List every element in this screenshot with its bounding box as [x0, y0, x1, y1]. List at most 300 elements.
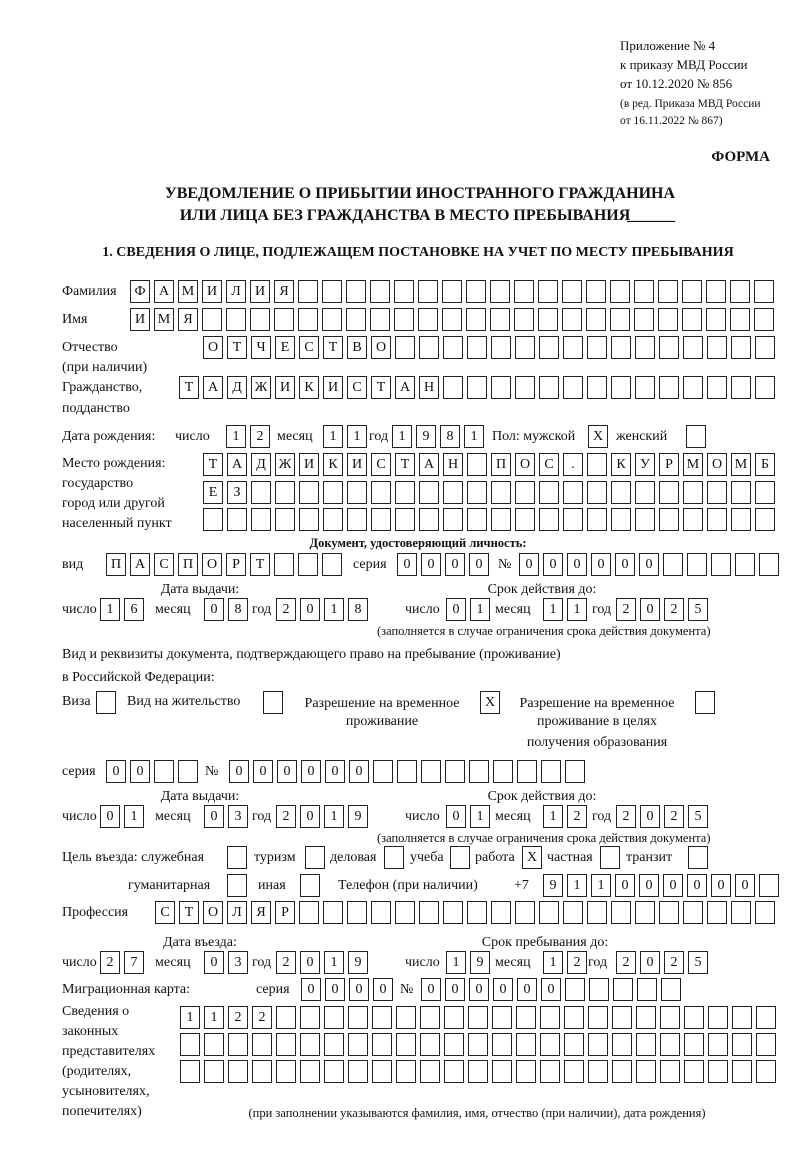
- reps-row3-char-box[interactable]: [228, 1060, 248, 1083]
- migration-number-char-box[interactable]: 0: [469, 978, 489, 1001]
- profession-char-box[interactable]: С: [155, 901, 175, 924]
- doc-number-char-box[interactable]: [759, 553, 779, 576]
- residence-checkbox[interactable]: [263, 691, 283, 714]
- surname-char-box[interactable]: [514, 280, 534, 303]
- reps-row2-char-box[interactable]: [756, 1033, 776, 1056]
- phone-char-box[interactable]: 0: [711, 874, 731, 897]
- doc-type-char-box[interactable]: Т: [250, 553, 270, 576]
- reps-row1-char-box[interactable]: [348, 1006, 368, 1029]
- name-char-box[interactable]: [298, 308, 318, 331]
- stay-day-char-box[interactable]: 1: [446, 951, 466, 974]
- permit-number-char-box[interactable]: 0: [301, 760, 321, 783]
- birthplace-row1-char-box[interactable]: [467, 453, 487, 476]
- profession-char-box[interactable]: [515, 901, 535, 924]
- reps-row2-char-box[interactable]: [348, 1033, 368, 1056]
- purpose-study-checkbox[interactable]: [450, 846, 470, 869]
- reps-row3-char-box[interactable]: [276, 1060, 296, 1083]
- birthplace-row1-char-box[interactable]: М: [683, 453, 703, 476]
- doc-valid-month-char-box[interactable]: 1: [543, 598, 563, 621]
- migration-series-char-box[interactable]: 0: [301, 978, 321, 1001]
- birthplace-row1-char-box[interactable]: У: [635, 453, 655, 476]
- patronymic-char-box[interactable]: [683, 336, 703, 359]
- permit-issue-month-char-box[interactable]: 0: [204, 805, 224, 828]
- reps-row2-char-box[interactable]: [276, 1033, 296, 1056]
- profession-char-box[interactable]: Т: [179, 901, 199, 924]
- profession-char-box[interactable]: [467, 901, 487, 924]
- reps-row2-char-box[interactable]: [636, 1033, 656, 1056]
- citizenship-char-box[interactable]: К: [299, 376, 319, 399]
- reps-row2-char-box[interactable]: [204, 1033, 224, 1056]
- birthplace-row2-char-box[interactable]: [467, 481, 487, 504]
- reps-row3-char-box[interactable]: [756, 1060, 776, 1083]
- doc-number-char-box[interactable]: 0: [639, 553, 659, 576]
- profession-char-box[interactable]: [539, 901, 559, 924]
- doc-valid-month-char-box[interactable]: 1: [567, 598, 587, 621]
- citizenship-char-box[interactable]: Т: [179, 376, 199, 399]
- birthplace-row1-char-box[interactable]: Р: [659, 453, 679, 476]
- permit-issue-year-char-box[interactable]: 2: [276, 805, 296, 828]
- permit-valid-year-char-box[interactable]: 5: [688, 805, 708, 828]
- migration-number-char-box[interactable]: [613, 978, 633, 1001]
- profession-char-box[interactable]: [491, 901, 511, 924]
- reps-row1-char-box[interactable]: [468, 1006, 488, 1029]
- name-char-box[interactable]: [322, 308, 342, 331]
- birthplace-row3-char-box[interactable]: [467, 508, 487, 531]
- citizenship-char-box[interactable]: [563, 376, 583, 399]
- phone-char-box[interactable]: 0: [639, 874, 659, 897]
- birthplace-row1-char-box[interactable]: Ж: [275, 453, 295, 476]
- surname-char-box[interactable]: [706, 280, 726, 303]
- name-char-box[interactable]: [346, 308, 366, 331]
- doc-type-char-box[interactable]: А: [130, 553, 150, 576]
- reps-row3-char-box[interactable]: [708, 1060, 728, 1083]
- birthplace-row3-char-box[interactable]: [731, 508, 751, 531]
- birthplace-row2-char-box[interactable]: [443, 481, 463, 504]
- stay-year-char-box[interactable]: 2: [664, 951, 684, 974]
- migration-series-char-box[interactable]: 0: [349, 978, 369, 1001]
- doc-issue-day-char-box[interactable]: 6: [124, 598, 144, 621]
- doc-type-char-box[interactable]: П: [106, 553, 126, 576]
- reps-row2-char-box[interactable]: [324, 1033, 344, 1056]
- permit-series-char-box[interactable]: [178, 760, 198, 783]
- stay-month-char-box[interactable]: 2: [567, 951, 587, 974]
- patronymic-char-box[interactable]: [467, 336, 487, 359]
- citizenship-char-box[interactable]: И: [275, 376, 295, 399]
- profession-char-box[interactable]: [395, 901, 415, 924]
- entry-day-char-box[interactable]: 7: [124, 951, 144, 974]
- profession-char-box[interactable]: [299, 901, 319, 924]
- name-char-box[interactable]: [442, 308, 462, 331]
- patronymic-char-box[interactable]: О: [371, 336, 391, 359]
- reps-row1-char-box[interactable]: [324, 1006, 344, 1029]
- permit-number-char-box[interactable]: [565, 760, 585, 783]
- patronymic-char-box[interactable]: [635, 336, 655, 359]
- surname-char-box[interactable]: Ф: [130, 280, 150, 303]
- birthplace-row3-char-box[interactable]: [587, 508, 607, 531]
- reps-row2-char-box[interactable]: [420, 1033, 440, 1056]
- birthplace-row1-char-box[interactable]: .: [563, 453, 583, 476]
- patronymic-char-box[interactable]: Т: [227, 336, 247, 359]
- birthplace-row2-char-box[interactable]: Е: [203, 481, 223, 504]
- doc-series-char-box[interactable]: 0: [445, 553, 465, 576]
- reps-row2-char-box[interactable]: [516, 1033, 536, 1056]
- permit-number-char-box[interactable]: [445, 760, 465, 783]
- birthplace-row2-char-box[interactable]: [611, 481, 631, 504]
- reps-row2-char-box[interactable]: [228, 1033, 248, 1056]
- surname-char-box[interactable]: [610, 280, 630, 303]
- citizenship-char-box[interactable]: [539, 376, 559, 399]
- doc-type-char-box[interactable]: П: [178, 553, 198, 576]
- profession-char-box[interactable]: [419, 901, 439, 924]
- reps-row1-char-box[interactable]: [732, 1006, 752, 1029]
- phone-char-box[interactable]: 9: [543, 874, 563, 897]
- reps-row2-char-box[interactable]: [564, 1033, 584, 1056]
- doc-valid-year-char-box[interactable]: 2: [664, 598, 684, 621]
- doc-issue-year-char-box[interactable]: 0: [300, 598, 320, 621]
- birthplace-row3-char-box[interactable]: [515, 508, 535, 531]
- surname-char-box[interactable]: А: [154, 280, 174, 303]
- permit-number-char-box[interactable]: [493, 760, 513, 783]
- entry-year-char-box[interactable]: 0: [300, 951, 320, 974]
- patronymic-char-box[interactable]: [611, 336, 631, 359]
- birthplace-row2-char-box[interactable]: [635, 481, 655, 504]
- reps-row1-char-box[interactable]: [492, 1006, 512, 1029]
- birth-day-char-box[interactable]: 2: [250, 425, 270, 448]
- doc-type-char-box[interactable]: С: [154, 553, 174, 576]
- citizenship-char-box[interactable]: А: [203, 376, 223, 399]
- doc-issue-day-char-box[interactable]: 1: [100, 598, 120, 621]
- birthplace-row1-char-box[interactable]: А: [227, 453, 247, 476]
- birthplace-row3-char-box[interactable]: [491, 508, 511, 531]
- reps-row1-char-box[interactable]: [588, 1006, 608, 1029]
- surname-char-box[interactable]: Л: [226, 280, 246, 303]
- reps-row2-char-box[interactable]: [540, 1033, 560, 1056]
- birthplace-row2-char-box[interactable]: [299, 481, 319, 504]
- birthplace-row1-char-box[interactable]: С: [539, 453, 559, 476]
- name-char-box[interactable]: [706, 308, 726, 331]
- name-char-box[interactable]: Я: [178, 308, 198, 331]
- surname-char-box[interactable]: [322, 280, 342, 303]
- name-char-box[interactable]: [418, 308, 438, 331]
- citizenship-char-box[interactable]: [515, 376, 535, 399]
- birthplace-row1-char-box[interactable]: П: [491, 453, 511, 476]
- reps-row3-char-box[interactable]: [540, 1060, 560, 1083]
- visa-checkbox[interactable]: [96, 691, 116, 714]
- citizenship-char-box[interactable]: [683, 376, 703, 399]
- birthplace-row2-char-box[interactable]: [539, 481, 559, 504]
- name-char-box[interactable]: [250, 308, 270, 331]
- profession-char-box[interactable]: [659, 901, 679, 924]
- surname-char-box[interactable]: [682, 280, 702, 303]
- patronymic-char-box[interactable]: [707, 336, 727, 359]
- purpose-official-checkbox[interactable]: [227, 846, 247, 869]
- doc-issue-month-char-box[interactable]: 8: [228, 598, 248, 621]
- birthplace-row3-char-box[interactable]: [683, 508, 703, 531]
- reps-row3-char-box[interactable]: [468, 1060, 488, 1083]
- permit-issue-day-char-box[interactable]: 0: [100, 805, 120, 828]
- citizenship-char-box[interactable]: [443, 376, 463, 399]
- reps-row1-char-box[interactable]: [756, 1006, 776, 1029]
- permit-issue-year-char-box[interactable]: 1: [324, 805, 344, 828]
- citizenship-char-box[interactable]: Н: [419, 376, 439, 399]
- doc-issue-year-char-box[interactable]: 2: [276, 598, 296, 621]
- name-char-box[interactable]: [274, 308, 294, 331]
- surname-char-box[interactable]: [730, 280, 750, 303]
- birthplace-row2-char-box[interactable]: [395, 481, 415, 504]
- birthplace-row3-char-box[interactable]: [659, 508, 679, 531]
- doc-number-char-box[interactable]: 0: [519, 553, 539, 576]
- reps-row3-char-box[interactable]: [636, 1060, 656, 1083]
- reps-row3-char-box[interactable]: [252, 1060, 272, 1083]
- reps-row2-char-box[interactable]: [180, 1033, 200, 1056]
- permit-number-char-box[interactable]: [469, 760, 489, 783]
- permit-number-char-box[interactable]: 0: [325, 760, 345, 783]
- birth-month-char-box[interactable]: 1: [323, 425, 343, 448]
- entry-year-char-box[interactable]: 2: [276, 951, 296, 974]
- birthplace-row3-char-box[interactable]: [443, 508, 463, 531]
- birthplace-row1-char-box[interactable]: И: [347, 453, 367, 476]
- reps-row1-char-box[interactable]: 1: [180, 1006, 200, 1029]
- patronymic-char-box[interactable]: С: [299, 336, 319, 359]
- name-char-box[interactable]: [394, 308, 414, 331]
- surname-char-box[interactable]: [346, 280, 366, 303]
- purpose-transit-checkbox[interactable]: [688, 846, 708, 869]
- migration-number-char-box[interactable]: [565, 978, 585, 1001]
- name-char-box[interactable]: [370, 308, 390, 331]
- birthplace-row3-char-box[interactable]: [755, 508, 775, 531]
- birthplace-row3-char-box[interactable]: [395, 508, 415, 531]
- stay-day-char-box[interactable]: 9: [470, 951, 490, 974]
- phone-char-box[interactable]: [759, 874, 779, 897]
- reps-row3-char-box[interactable]: [396, 1060, 416, 1083]
- patronymic-char-box[interactable]: [491, 336, 511, 359]
- permit-series-char-box[interactable]: [154, 760, 174, 783]
- permit-valid-month-char-box[interactable]: 2: [567, 805, 587, 828]
- reps-row2-char-box[interactable]: [492, 1033, 512, 1056]
- citizenship-char-box[interactable]: [707, 376, 727, 399]
- profession-char-box[interactable]: [755, 901, 775, 924]
- doc-issue-month-char-box[interactable]: 0: [204, 598, 224, 621]
- birthplace-row1-char-box[interactable]: О: [515, 453, 535, 476]
- patronymic-char-box[interactable]: [419, 336, 439, 359]
- reps-row1-char-box[interactable]: [420, 1006, 440, 1029]
- permit-issue-month-char-box[interactable]: 3: [228, 805, 248, 828]
- surname-char-box[interactable]: [490, 280, 510, 303]
- reps-row2-char-box[interactable]: [444, 1033, 464, 1056]
- doc-valid-day-char-box[interactable]: 0: [446, 598, 466, 621]
- migration-number-char-box[interactable]: [661, 978, 681, 1001]
- birthplace-row1-char-box[interactable]: С: [371, 453, 391, 476]
- reps-row3-char-box[interactable]: [372, 1060, 392, 1083]
- doc-series-char-box[interactable]: 0: [469, 553, 489, 576]
- permit-valid-day-char-box[interactable]: 1: [470, 805, 490, 828]
- doc-issue-year-char-box[interactable]: 8: [348, 598, 368, 621]
- reps-row3-char-box[interactable]: [660, 1060, 680, 1083]
- surname-char-box[interactable]: [298, 280, 318, 303]
- purpose-work-checkbox[interactable]: X: [522, 846, 542, 869]
- birthplace-row2-char-box[interactable]: [731, 481, 751, 504]
- permit-valid-day-char-box[interactable]: 0: [446, 805, 466, 828]
- reps-row1-char-box[interactable]: [372, 1006, 392, 1029]
- name-char-box[interactable]: [754, 308, 774, 331]
- reps-row2-char-box[interactable]: [684, 1033, 704, 1056]
- surname-char-box[interactable]: М: [178, 280, 198, 303]
- reps-row1-char-box[interactable]: [612, 1006, 632, 1029]
- surname-char-box[interactable]: [466, 280, 486, 303]
- birthplace-row1-char-box[interactable]: М: [731, 453, 751, 476]
- purpose-other-checkbox[interactable]: [300, 874, 320, 897]
- permit-valid-month-char-box[interactable]: 1: [543, 805, 563, 828]
- birthplace-row3-char-box[interactable]: [419, 508, 439, 531]
- purpose-humanitarian-checkbox[interactable]: [227, 874, 247, 897]
- birthplace-row1-char-box[interactable]: Б: [755, 453, 775, 476]
- birthplace-row3-char-box[interactable]: [227, 508, 247, 531]
- reps-row1-char-box[interactable]: [444, 1006, 464, 1029]
- purpose-tourism-checkbox[interactable]: [305, 846, 325, 869]
- profession-char-box[interactable]: [563, 901, 583, 924]
- doc-number-char-box[interactable]: 0: [567, 553, 587, 576]
- reps-row2-char-box[interactable]: [372, 1033, 392, 1056]
- temp-edu-checkbox[interactable]: [695, 691, 715, 714]
- reps-row3-char-box[interactable]: [732, 1060, 752, 1083]
- birthplace-row2-char-box[interactable]: [275, 481, 295, 504]
- reps-row1-char-box[interactable]: 2: [228, 1006, 248, 1029]
- migration-number-char-box[interactable]: [589, 978, 609, 1001]
- sex-female-checkbox[interactable]: [686, 425, 706, 448]
- birthplace-row3-char-box[interactable]: [203, 508, 223, 531]
- citizenship-char-box[interactable]: Ж: [251, 376, 271, 399]
- patronymic-char-box[interactable]: [731, 336, 751, 359]
- surname-char-box[interactable]: [538, 280, 558, 303]
- reps-row3-char-box[interactable]: [564, 1060, 584, 1083]
- birthplace-row1-char-box[interactable]: [587, 453, 607, 476]
- title-blank[interactable]: ______: [627, 207, 675, 224]
- patronymic-char-box[interactable]: [443, 336, 463, 359]
- reps-row1-char-box[interactable]: [708, 1006, 728, 1029]
- birthplace-row1-char-box[interactable]: Н: [443, 453, 463, 476]
- patronymic-char-box[interactable]: [755, 336, 775, 359]
- birthplace-row2-char-box[interactable]: [491, 481, 511, 504]
- doc-valid-year-char-box[interactable]: 5: [688, 598, 708, 621]
- reps-row1-char-box[interactable]: [684, 1006, 704, 1029]
- birthplace-row3-char-box[interactable]: [323, 508, 343, 531]
- birthplace-row2-char-box[interactable]: [563, 481, 583, 504]
- stay-month-char-box[interactable]: 1: [543, 951, 563, 974]
- phone-char-box[interactable]: 1: [567, 874, 587, 897]
- permit-valid-year-char-box[interactable]: 2: [616, 805, 636, 828]
- profession-char-box[interactable]: [443, 901, 463, 924]
- reps-row3-char-box[interactable]: [516, 1060, 536, 1083]
- doc-type-char-box[interactable]: [274, 553, 294, 576]
- permit-valid-year-char-box[interactable]: 2: [664, 805, 684, 828]
- migration-number-char-box[interactable]: 0: [493, 978, 513, 1001]
- citizenship-char-box[interactable]: А: [395, 376, 415, 399]
- citizenship-char-box[interactable]: [611, 376, 631, 399]
- birthplace-row2-char-box[interactable]: [683, 481, 703, 504]
- citizenship-char-box[interactable]: [467, 376, 487, 399]
- reps-row3-char-box[interactable]: [180, 1060, 200, 1083]
- birthplace-row1-char-box[interactable]: О: [707, 453, 727, 476]
- reps-row3-char-box[interactable]: [324, 1060, 344, 1083]
- birthplace-row3-char-box[interactable]: [539, 508, 559, 531]
- citizenship-char-box[interactable]: [755, 376, 775, 399]
- birthplace-row1-char-box[interactable]: И: [299, 453, 319, 476]
- entry-year-char-box[interactable]: 9: [348, 951, 368, 974]
- name-char-box[interactable]: [490, 308, 510, 331]
- stay-year-char-box[interactable]: 5: [688, 951, 708, 974]
- reps-row3-char-box[interactable]: [204, 1060, 224, 1083]
- patronymic-char-box[interactable]: [659, 336, 679, 359]
- surname-char-box[interactable]: [754, 280, 774, 303]
- reps-row1-char-box[interactable]: [396, 1006, 416, 1029]
- name-char-box[interactable]: М: [154, 308, 174, 331]
- name-char-box[interactable]: И: [130, 308, 150, 331]
- permit-issue-year-char-box[interactable]: 0: [300, 805, 320, 828]
- profession-char-box[interactable]: [587, 901, 607, 924]
- citizenship-char-box[interactable]: С: [347, 376, 367, 399]
- migration-number-char-box[interactable]: [637, 978, 657, 1001]
- citizenship-char-box[interactable]: Д: [227, 376, 247, 399]
- birthplace-row2-char-box[interactable]: [755, 481, 775, 504]
- doc-type-char-box[interactable]: [322, 553, 342, 576]
- permit-number-char-box[interactable]: [397, 760, 417, 783]
- patronymic-char-box[interactable]: [515, 336, 535, 359]
- birthplace-row2-char-box[interactable]: [371, 481, 391, 504]
- permit-series-char-box[interactable]: 0: [106, 760, 126, 783]
- name-char-box[interactable]: [586, 308, 606, 331]
- patronymic-char-box[interactable]: [395, 336, 415, 359]
- doc-issue-year-char-box[interactable]: 1: [324, 598, 344, 621]
- reps-row2-char-box[interactable]: [660, 1033, 680, 1056]
- phone-char-box[interactable]: 0: [735, 874, 755, 897]
- citizenship-char-box[interactable]: Т: [371, 376, 391, 399]
- birth-year-char-box[interactable]: 8: [440, 425, 460, 448]
- permit-number-char-box[interactable]: 0: [253, 760, 273, 783]
- doc-valid-day-char-box[interactable]: 1: [470, 598, 490, 621]
- name-char-box[interactable]: [226, 308, 246, 331]
- surname-char-box[interactable]: [586, 280, 606, 303]
- reps-row1-char-box[interactable]: 1: [204, 1006, 224, 1029]
- birth-year-char-box[interactable]: 1: [464, 425, 484, 448]
- doc-valid-year-char-box[interactable]: 0: [640, 598, 660, 621]
- patronymic-char-box[interactable]: В: [347, 336, 367, 359]
- surname-char-box[interactable]: [442, 280, 462, 303]
- name-char-box[interactable]: [538, 308, 558, 331]
- surname-char-box[interactable]: [394, 280, 414, 303]
- name-char-box[interactable]: [514, 308, 534, 331]
- birthplace-row2-char-box[interactable]: [323, 481, 343, 504]
- profession-char-box[interactable]: [347, 901, 367, 924]
- migration-number-char-box[interactable]: 0: [445, 978, 465, 1001]
- reps-row2-char-box[interactable]: [612, 1033, 632, 1056]
- doc-series-char-box[interactable]: 0: [397, 553, 417, 576]
- doc-type-char-box[interactable]: Р: [226, 553, 246, 576]
- reps-row1-char-box[interactable]: [276, 1006, 296, 1029]
- surname-char-box[interactable]: [418, 280, 438, 303]
- permit-number-char-box[interactable]: [517, 760, 537, 783]
- permit-number-char-box[interactable]: 0: [229, 760, 249, 783]
- migration-series-char-box[interactable]: 0: [373, 978, 393, 1001]
- profession-char-box[interactable]: [635, 901, 655, 924]
- temp-residence-checkbox[interactable]: X: [480, 691, 500, 714]
- surname-char-box[interactable]: [634, 280, 654, 303]
- birthplace-row2-char-box[interactable]: [419, 481, 439, 504]
- birthplace-row3-char-box[interactable]: [251, 508, 271, 531]
- birthplace-row2-char-box[interactable]: [515, 481, 535, 504]
- surname-char-box[interactable]: И: [250, 280, 270, 303]
- name-char-box[interactable]: [562, 308, 582, 331]
- sex-male-checkbox[interactable]: X: [588, 425, 608, 448]
